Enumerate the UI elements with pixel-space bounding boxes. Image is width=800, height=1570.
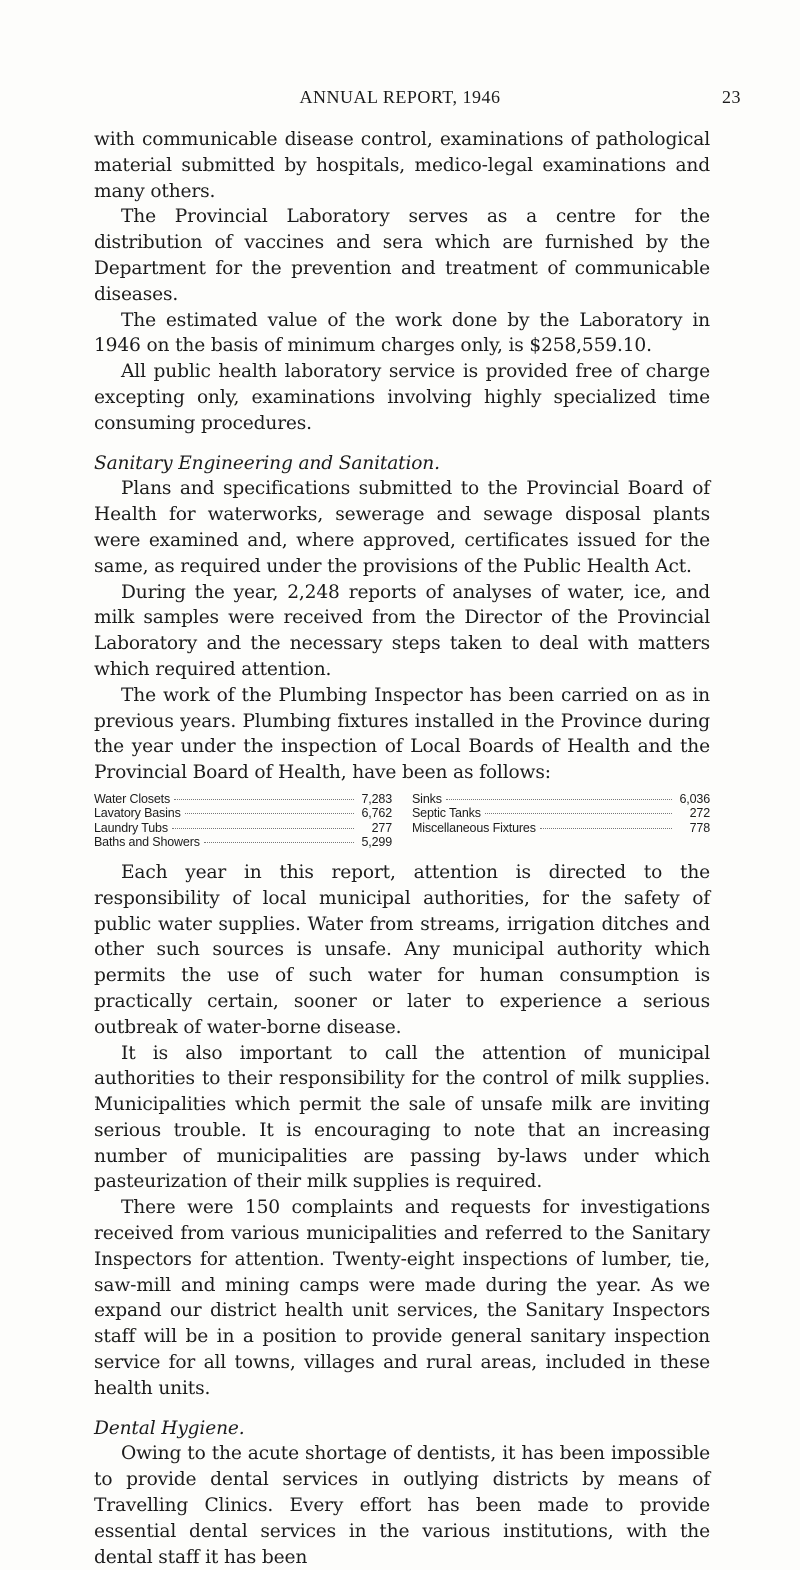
page-body [94,127,710,1570]
fixture-row [412,792,710,807]
paragraph: There were 150 complaints and requests for investigations received from various municipalities and referred to the Sanitary Inspectors for attention. Twenty-eight inspections of lumber, tie, saw-mill and mining camps were made during the year. As we expand our district health unit services, the Sanitary Inspectors staff will be in a position to provide general sanitary inspection service for all towns, villages and rural areas, included in these health units. [94,1197,710,1399]
dot-leader [540,828,672,829]
fixture-count: 6,036 [679,791,710,806]
paragraph: Plans and specifications submitted to the Provincial Board of Health for waterworks, sewerage and sewage disposal plants were examined and, where approved, certificates issued for the same, as required under the provisions of the Public Health Act. [94,478,710,577]
fixture-row [94,806,392,821]
paragraph: The estimated value of the work done by the Laboratory in 1946 on the basis of minimum charges only, is $258,559.10. [94,309,710,357]
dot-leader [185,813,354,814]
dot-leader [172,828,354,829]
fixtures-table [94,792,710,850]
fixture-row [94,792,392,807]
fixture-count: 6,762 [361,806,392,821]
dot-leader [485,813,672,814]
dot-leader [174,799,354,800]
fixture-row [412,821,710,836]
fixture-row [94,821,392,836]
fixture-count: 272 [689,806,710,821]
fixture-label: Laundry Tubs [94,820,168,835]
section-heading: Sanitary Engineering and Sanitation. [94,452,440,474]
fixture-label: Sinks [412,791,442,806]
fixtures-column-left [94,792,392,850]
paragraph: with communicable disease control, examinations of pathological material submitted by hospitals, medico-legal examinations and many others. [94,129,710,202]
fixture-row [412,806,710,821]
fixture-label: Lavatory Basins [94,806,181,821]
page-number: 23 [722,87,741,107]
paragraph: The Provincial Laboratory serves as a centre for the distribution of vaccines and sera which are furnished by the Department for the prevention and treatment of communicable diseases. [94,206,710,305]
fixture-count: 277 [371,820,392,835]
section-heading: Dental Hygiene. [94,1417,245,1439]
running-title: ANNUAL REPORT, 1946 [299,87,501,107]
paragraph: During the year, 2,248 reports of analyses of water, ice, and milk samples were received from the Director of the Provincial Laboratory and the necessary steps taken to deal with matters which required attention. [94,581,710,680]
dot-leader [204,842,354,843]
fixture-label: Septic Tanks [412,806,481,821]
fixture-count: 5,299 [361,835,392,850]
dot-leader [446,799,672,800]
fixture-row [94,835,392,850]
fixture-count: 7,283 [361,791,392,806]
paragraph: Each year in this report, attention is directed to the responsibility of local municipal authorities, for the safety of public water supplies. Water from streams, irrigation ditches and other such sources is unsafe. Any municipal authority which permits the use of such water for human consumption is practically certain, sooner or later to experience a serious outbreak of water-borne disease. [94,861,710,1038]
paragraph: Owing to the acute shortage of dentists, it has been impossible to provide dental services in outlying districts by means of Travelling Clinics. Every effort has been made to provide essential dental services in the various institutions, with the dental staff it has been [94,1443,710,1568]
fixtures-column-right [412,792,710,850]
fixture-label: Miscellaneous Fixtures [412,820,536,835]
fixture-label: Water Closets [94,791,171,806]
fixture-label: Baths and Showers [94,835,200,850]
paragraph: The work of the Plumbing Inspector has been carried on as in previous years. Plumbing fixtures installed in the Province during the year under the inspection of Local Boards of Health and the Provincial Board of Health, have been as follows: [94,684,710,784]
fixture-count: 778 [689,820,710,835]
paragraph: All public health laboratory service is provided free of charge excepting only, examinations involving highly specialized time consuming procedures. [94,361,710,434]
paragraph: It is also important to call the attention of municipal authorities to their responsibility for the control of milk supplies. Municipalities which permit the sale of unsafe milk are inviting serious trouble. It is encouraging to note that an increasing number of municipalities are passing by-laws under which pasteurization of their milk supplies is required. [94,1042,710,1193]
page-header [0,87,800,111]
